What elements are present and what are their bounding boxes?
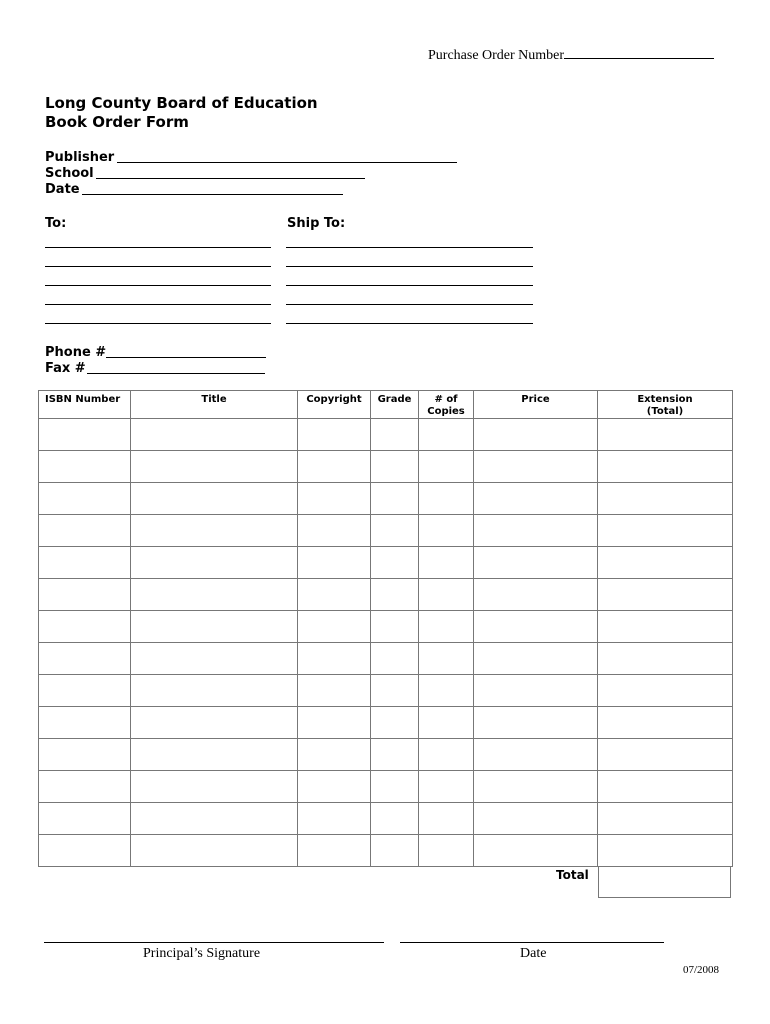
extension-cell[interactable] <box>598 675 733 707</box>
grade-cell[interactable] <box>371 739 419 771</box>
extension-header-line1: Extension <box>637 394 693 405</box>
table-row <box>39 675 733 707</box>
title-cell[interactable] <box>131 483 298 515</box>
extension-cell[interactable] <box>598 739 733 771</box>
column-header-copyright: Copyright <box>298 391 371 419</box>
title-cell[interactable] <box>131 771 298 803</box>
price-cell[interactable] <box>474 835 598 867</box>
title-cell[interactable] <box>131 803 298 835</box>
purchase-order-input[interactable] <box>564 48 714 59</box>
extension-cell[interactable] <box>598 803 733 835</box>
publisher-label: Publisher <box>45 150 115 165</box>
copies-cell[interactable] <box>419 547 474 579</box>
title-cell[interactable] <box>131 547 298 579</box>
school-input[interactable] <box>96 178 365 179</box>
copyright-cell[interactable] <box>298 419 371 451</box>
isbn-cell[interactable] <box>39 419 131 451</box>
column-header-title: Title <box>131 391 298 419</box>
extension-cell[interactable] <box>598 547 733 579</box>
isbn-cell[interactable] <box>39 611 131 643</box>
purchase-order-label: Purchase Order Number <box>428 48 565 63</box>
ship-to-address-line[interactable] <box>286 266 533 267</box>
table-row <box>39 579 733 611</box>
total-label: Total <box>556 868 589 882</box>
price-cell[interactable] <box>474 451 598 483</box>
grade-cell[interactable] <box>371 803 419 835</box>
copies-cell[interactable] <box>419 675 474 707</box>
isbn-cell[interactable] <box>39 483 131 515</box>
phone-label: Phone # <box>45 345 107 360</box>
signature-label: Principal’s Signature <box>143 946 261 961</box>
copies-cell[interactable] <box>419 515 474 547</box>
phone-input[interactable] <box>106 357 266 358</box>
copies-cell[interactable] <box>419 707 474 739</box>
form-title: Book Order Form <box>45 113 189 131</box>
signature-date-line[interactable] <box>400 942 664 943</box>
copies-header-line2: Copies <box>427 406 465 417</box>
ship-to-label: Ship To: <box>287 216 346 231</box>
grade-cell[interactable] <box>371 707 419 739</box>
extension-cell[interactable] <box>598 835 733 867</box>
price-cell[interactable] <box>474 739 598 771</box>
price-cell[interactable] <box>474 803 598 835</box>
isbn-cell[interactable] <box>39 643 131 675</box>
isbn-cell[interactable] <box>39 771 131 803</box>
form-version: 07/2008 <box>683 964 720 976</box>
to-address-line[interactable] <box>45 323 271 324</box>
price-cell[interactable] <box>474 707 598 739</box>
to-label: To: <box>45 216 67 231</box>
title-cell[interactable] <box>131 451 298 483</box>
signature-date-label: Date <box>520 946 547 961</box>
table-row <box>39 483 733 515</box>
isbn-cell[interactable] <box>39 675 131 707</box>
copyright-cell[interactable] <box>298 579 371 611</box>
table-row <box>39 835 733 867</box>
title-cell[interactable] <box>131 643 298 675</box>
order-table <box>38 390 733 867</box>
publisher-input[interactable] <box>117 162 457 163</box>
isbn-cell[interactable] <box>39 579 131 611</box>
grade-cell[interactable] <box>371 643 419 675</box>
fax-input[interactable] <box>87 373 265 374</box>
table-header-row <box>39 391 733 419</box>
title-cell[interactable] <box>131 419 298 451</box>
table-row <box>39 515 733 547</box>
extension-cell[interactable] <box>598 643 733 675</box>
column-header-extension <box>598 391 733 419</box>
fax-label: Fax # <box>45 361 86 376</box>
to-address-line[interactable] <box>45 266 271 267</box>
table-row <box>39 419 733 451</box>
isbn-cell[interactable] <box>39 547 131 579</box>
ship-to-address-line[interactable] <box>286 247 533 248</box>
price-cell[interactable] <box>474 547 598 579</box>
grade-cell[interactable] <box>371 515 419 547</box>
table-row <box>39 739 733 771</box>
extension-cell[interactable] <box>598 451 733 483</box>
copies-cell[interactable] <box>419 611 474 643</box>
price-cell[interactable] <box>474 643 598 675</box>
price-cell[interactable] <box>474 675 598 707</box>
column-header-grade: Grade <box>371 391 419 419</box>
title-cell[interactable] <box>131 835 298 867</box>
to-address-line[interactable] <box>45 247 271 248</box>
title-cell[interactable] <box>131 579 298 611</box>
table-row <box>39 451 733 483</box>
copyright-cell[interactable] <box>298 611 371 643</box>
copyright-cell[interactable] <box>298 771 371 803</box>
title-cell[interactable] <box>131 611 298 643</box>
price-cell[interactable] <box>474 515 598 547</box>
price-cell[interactable] <box>474 483 598 515</box>
isbn-cell[interactable] <box>39 739 131 771</box>
copyright-cell[interactable] <box>298 835 371 867</box>
ship-to-address-line[interactable] <box>286 285 533 286</box>
grade-cell[interactable] <box>371 771 419 803</box>
total-input[interactable] <box>598 866 731 898</box>
table-row <box>39 707 733 739</box>
grade-cell[interactable] <box>371 451 419 483</box>
column-header-copies <box>419 391 474 419</box>
copyright-cell[interactable] <box>298 739 371 771</box>
copies-cell[interactable] <box>419 579 474 611</box>
table-row <box>39 771 733 803</box>
date-input[interactable] <box>82 194 343 195</box>
to-address-line[interactable] <box>45 285 271 286</box>
isbn-cell[interactable] <box>39 515 131 547</box>
copies-cell[interactable] <box>419 739 474 771</box>
extension-cell[interactable] <box>598 419 733 451</box>
price-cell[interactable] <box>474 771 598 803</box>
copies-cell[interactable] <box>419 643 474 675</box>
copies-cell[interactable] <box>419 451 474 483</box>
copies-cell[interactable] <box>419 835 474 867</box>
title-cell[interactable] <box>131 675 298 707</box>
copies-cell[interactable] <box>419 771 474 803</box>
grade-cell[interactable] <box>371 835 419 867</box>
extension-cell[interactable] <box>598 483 733 515</box>
copies-cell[interactable] <box>419 419 474 451</box>
title-cell[interactable] <box>131 707 298 739</box>
grade-cell[interactable] <box>371 579 419 611</box>
extension-cell[interactable] <box>598 515 733 547</box>
extension-cell[interactable] <box>598 611 733 643</box>
column-header-isbn: ISBN Number <box>39 391 131 419</box>
ship-to-address-line[interactable] <box>286 323 533 324</box>
copies-cell[interactable] <box>419 803 474 835</box>
purchase-order-number <box>428 48 714 64</box>
grade-cell[interactable] <box>371 547 419 579</box>
extension-cell[interactable] <box>598 579 733 611</box>
copies-header-line1: # of <box>434 394 458 405</box>
title-cell[interactable] <box>131 739 298 771</box>
copyright-cell[interactable] <box>298 803 371 835</box>
extension-cell[interactable] <box>598 771 733 803</box>
grade-cell[interactable] <box>371 483 419 515</box>
grade-cell[interactable] <box>371 611 419 643</box>
grade-cell[interactable] <box>371 675 419 707</box>
table-row <box>39 803 733 835</box>
grade-cell[interactable] <box>371 419 419 451</box>
copyright-cell[interactable] <box>298 483 371 515</box>
copyright-cell[interactable] <box>298 675 371 707</box>
price-cell[interactable] <box>474 419 598 451</box>
ship-to-address-line[interactable] <box>286 304 533 305</box>
isbn-cell[interactable] <box>39 835 131 867</box>
extension-header-line2: (Total) <box>646 406 684 417</box>
copyright-cell[interactable] <box>298 451 371 483</box>
copyright-cell[interactable] <box>298 515 371 547</box>
price-cell[interactable] <box>474 611 598 643</box>
copyright-cell[interactable] <box>298 707 371 739</box>
isbn-cell[interactable] <box>39 707 131 739</box>
school-label: School <box>45 166 94 181</box>
isbn-cell[interactable] <box>39 803 131 835</box>
copyright-cell[interactable] <box>298 547 371 579</box>
column-header-price: Price <box>474 391 598 419</box>
to-address-line[interactable] <box>45 304 271 305</box>
isbn-cell[interactable] <box>39 451 131 483</box>
price-cell[interactable] <box>474 579 598 611</box>
title-cell[interactable] <box>131 515 298 547</box>
extension-cell[interactable] <box>598 707 733 739</box>
table-row <box>39 547 733 579</box>
signature-line[interactable] <box>44 942 384 943</box>
copyright-cell[interactable] <box>298 643 371 675</box>
date-label: Date <box>45 182 80 197</box>
table-row <box>39 611 733 643</box>
copies-cell[interactable] <box>419 483 474 515</box>
table-row <box>39 643 733 675</box>
organization-title: Long County Board of Education <box>45 94 318 112</box>
